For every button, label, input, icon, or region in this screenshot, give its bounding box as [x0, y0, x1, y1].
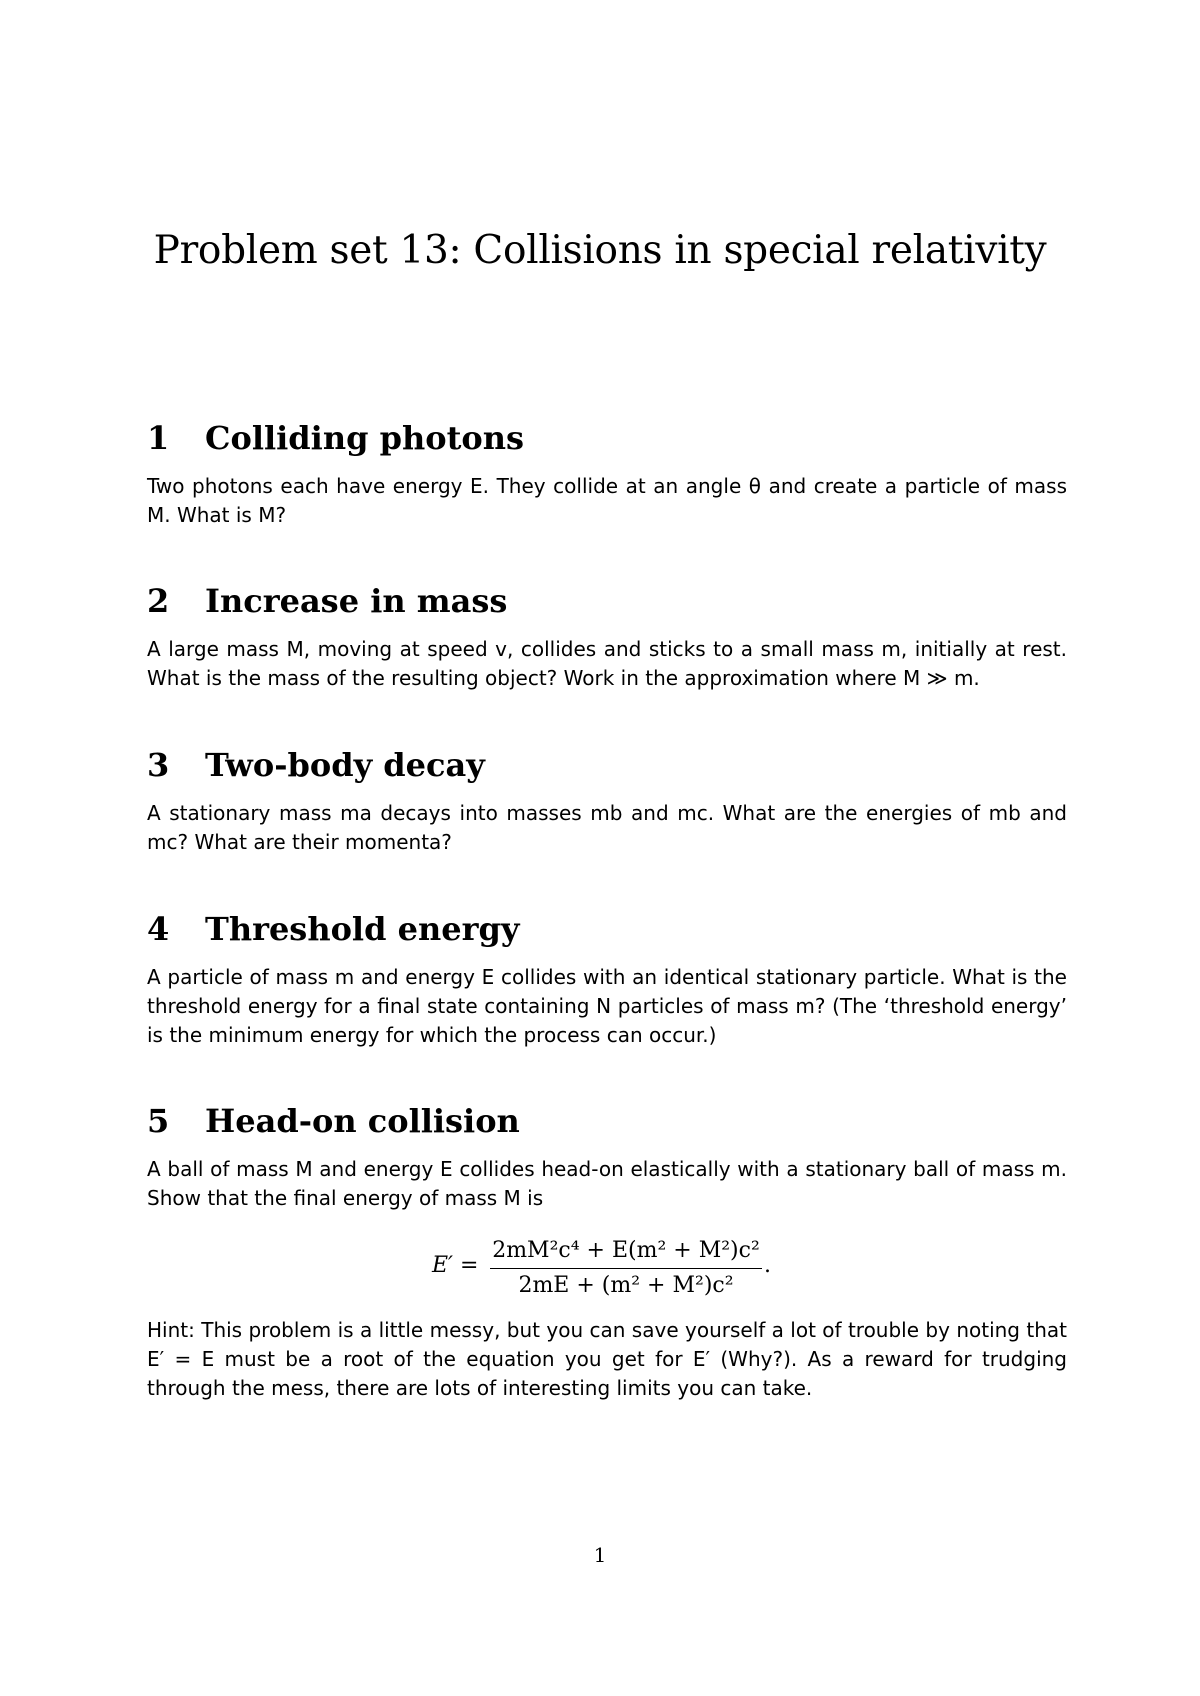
section-heading: [147, 1101, 1067, 1141]
energy-equation: [0, 1236, 1200, 1300]
section-title: Two-body decay: [205, 746, 485, 784]
section-1: [147, 418, 1067, 530]
section-4: [147, 909, 1067, 1050]
section-number: 1: [147, 419, 170, 457]
section-3: [147, 745, 1067, 857]
section-5: [147, 1101, 1067, 1213]
equation-numerator: 2mM²c⁴ + E(m² + M²)c²: [492, 1238, 760, 1263]
section-heading: [147, 581, 1067, 621]
section-number: 4: [147, 910, 170, 948]
section-number: 2: [147, 582, 170, 620]
equation-period: .: [764, 1253, 771, 1278]
section-5-hint: [147, 1316, 1067, 1403]
section-text: A stationary mass ma decays into masses mb and mc. What are the energies of mb and mc? What are their momenta?: [147, 801, 1067, 854]
page-number: 1: [593, 1543, 607, 1567]
hint-text: Hint: This problem is a little messy, but you can save yourself a lot of trouble by noting that E′ = E must be a root of the equation you get for E′ (Why?). As a reward for trudging through the mess, there are lots of interesting limits you can take.: [147, 1318, 1067, 1400]
document-title: Problem set 13: Collisions in special relativity: [153, 228, 1047, 273]
section-2: [147, 581, 1067, 693]
section-text: A particle of mass m and energy E collides with an identical stationary particle. What is the threshold energy for a final state containing N particles of mass m? (The ‘threshold energy’ is the minimum energy for which the process can occur.): [147, 965, 1067, 1047]
equation-denominator: 2mE + (m² + M²)c²: [518, 1273, 734, 1298]
section-heading: [147, 418, 1067, 458]
section-text: A ball of mass M and energy E collides head-on elastically with a stationary ball of mass m. Show that the final energy of mass M is: [147, 1157, 1067, 1210]
section-title: Colliding photons: [205, 419, 524, 457]
section-number: 5: [147, 1102, 170, 1140]
section-title: Head-on collision: [205, 1102, 520, 1140]
section-heading: [147, 909, 1067, 949]
fraction-bar: [490, 1268, 762, 1269]
section-text: Two photons each have energy E. They collide at an angle θ and create a particle of mass M. What is M?: [147, 474, 1067, 527]
section-title: Threshold energy: [205, 910, 520, 948]
section-number: 3: [147, 746, 170, 784]
equation-fraction: [490, 1236, 762, 1301]
equation-lhs: E′ =: [432, 1253, 479, 1278]
section-text: A large mass M, moving at speed v, collides and sticks to a small mass m, initially at rest. What is the mass of the resulting object? Work in the approximation where M ≫ m.: [147, 637, 1067, 690]
section-heading: [147, 745, 1067, 785]
section-title: Increase in mass: [205, 582, 508, 620]
